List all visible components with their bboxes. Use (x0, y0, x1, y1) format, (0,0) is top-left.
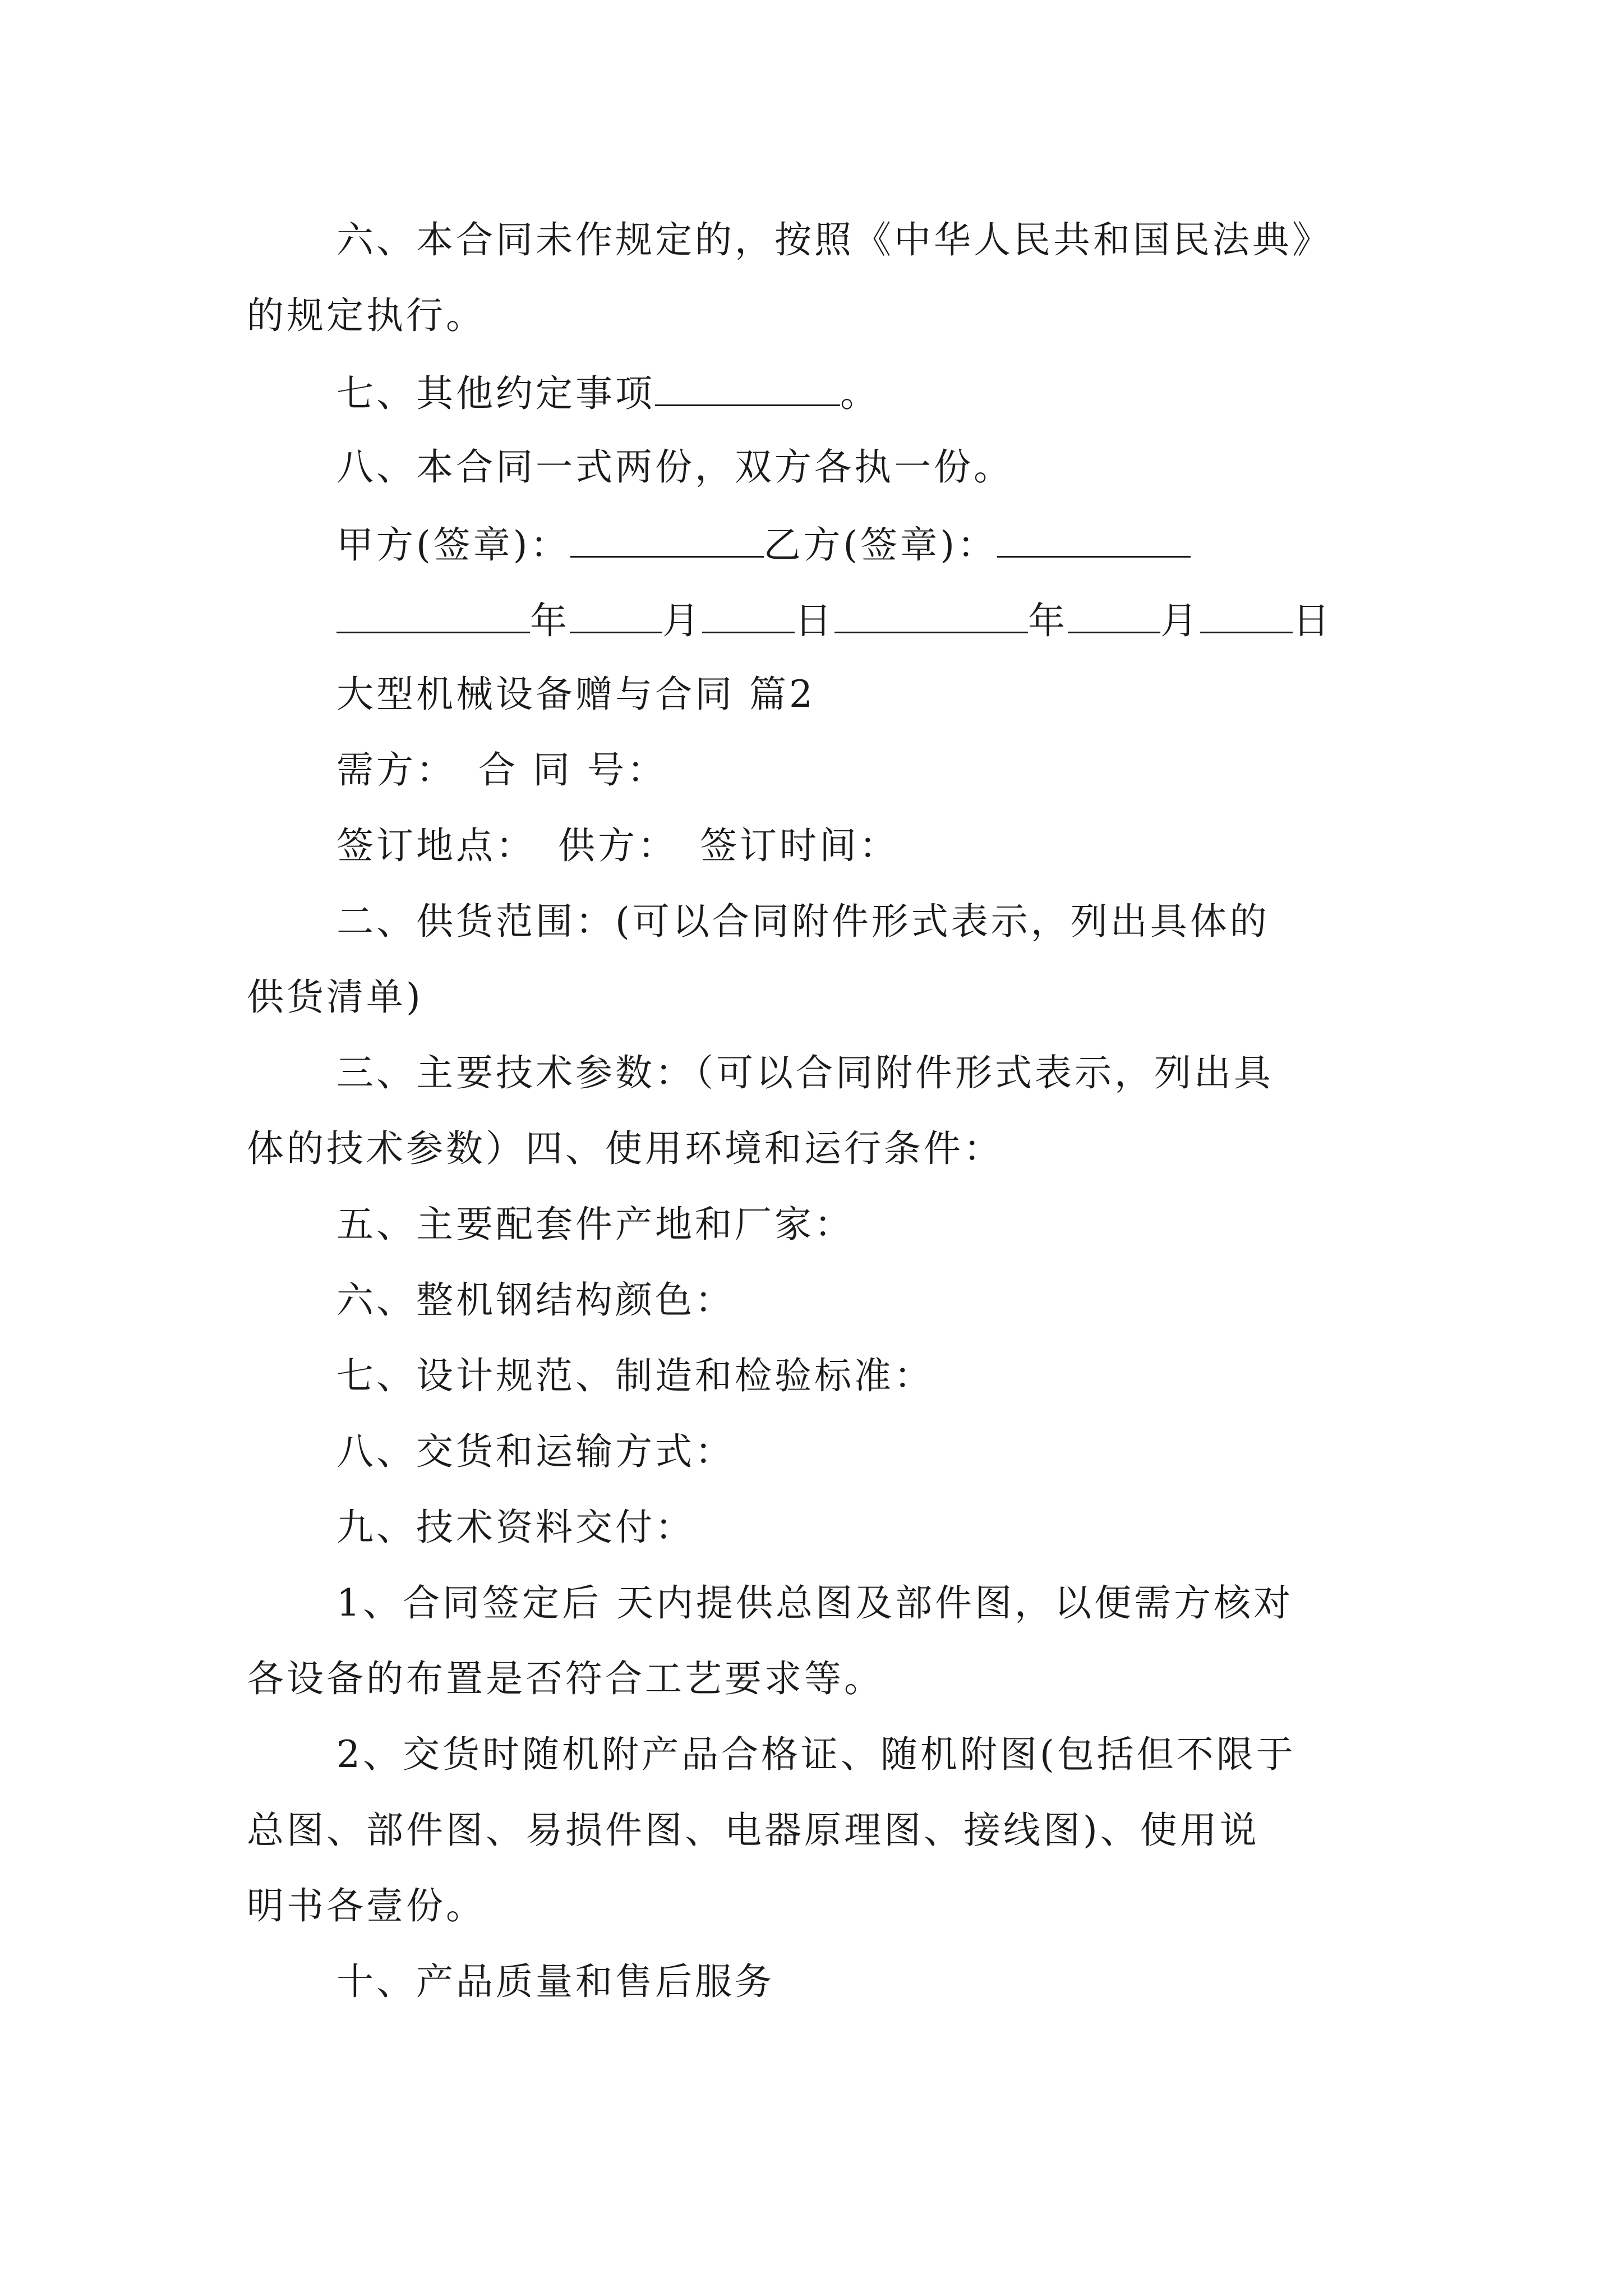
party-b-blank (997, 524, 1191, 558)
sign-place-label: 签订地点： (336, 824, 536, 867)
paragraph-clause-8: 八、本合同一式两份，双方各执一份。 (336, 445, 1013, 489)
clause-7-period: 。 (840, 372, 880, 415)
header-fields-row2 (336, 824, 899, 867)
party-b-label: 乙方(签章)： (763, 523, 997, 567)
year-label-b: 年 (1028, 599, 1068, 642)
subitem-2-line3: 明书各壹份。 (247, 1884, 486, 1927)
item-7: 七、设计规范、制造和检验标准： (336, 1354, 934, 1397)
item-2-line1: 二、供货范围：(可以合同附件形式表示，列出具体的 (336, 900, 1270, 943)
year-label-a: 年 (530, 599, 570, 642)
sign-time-label: 签订时间： (700, 824, 899, 867)
subitem-2-line2: 总图、部件图、易损件图、电器原理图、接线图)、使用说 (247, 1809, 1260, 1852)
paragraph-clause-7 (336, 372, 880, 415)
item-8: 八、交货和运输方式： (336, 1430, 735, 1473)
date-line (336, 599, 1332, 642)
contract-no-label: 合 同 号： (478, 748, 667, 792)
signature-line (336, 523, 1191, 567)
party-a-blank (570, 524, 764, 558)
subitem-1-line1: 1、合同签定后 天内提供总图及部件图，以便需方核对 (336, 1581, 1293, 1625)
subitem-2-line1: 2、交货时随机附产品合格证、随机附图(包括但不限于 (336, 1733, 1296, 1776)
section-title: 大型机械设备赠与合同 篇2 (336, 673, 815, 716)
item-10: 十、产品质量和售后服务 (336, 1960, 774, 2003)
day-blank-a (702, 600, 795, 633)
year-blank-b (834, 600, 1028, 633)
header-fields-row1 (336, 748, 667, 792)
item-9: 九、技术资料交付： (336, 1506, 695, 1549)
month-label-b: 月 (1160, 599, 1200, 642)
month-blank-b (1068, 600, 1160, 633)
demand-party-label: 需方： (336, 748, 456, 792)
day-label-b: 日 (1293, 599, 1332, 642)
day-blank-b (1200, 600, 1293, 633)
day-label-a: 日 (795, 599, 834, 642)
month-label-a: 月 (662, 599, 702, 642)
item-5: 五、主要配套件产地和厂家： (336, 1203, 854, 1246)
paragraph-clause-6-line2: 的规定执行。 (247, 294, 486, 337)
item-2-line2: 供货清单) (247, 976, 423, 1019)
clause-7-blank (655, 373, 840, 406)
item-3-line1: 三、主要技术参数：（可以合同附件形式表示，列出具 (336, 1051, 1274, 1094)
year-blank-a (336, 600, 530, 633)
month-blank-a (570, 600, 662, 633)
supply-party-label: 供方： (558, 824, 677, 867)
subitem-1-line2: 各设备的布置是否符合工艺要求等。 (247, 1657, 884, 1700)
clause-7-text: 七、其他约定事项 (336, 372, 655, 415)
paragraph-clause-6-line1: 六、本合同未作规定的，按照《中华人民共和国民法典》 (336, 218, 1332, 261)
party-a-label: 甲方(签章)： (336, 523, 570, 567)
item-3-line2: 体的技术参数）四、使用环境和运行条件： (247, 1127, 1003, 1170)
item-6: 六、整机钢结构颜色： (336, 1278, 735, 1322)
